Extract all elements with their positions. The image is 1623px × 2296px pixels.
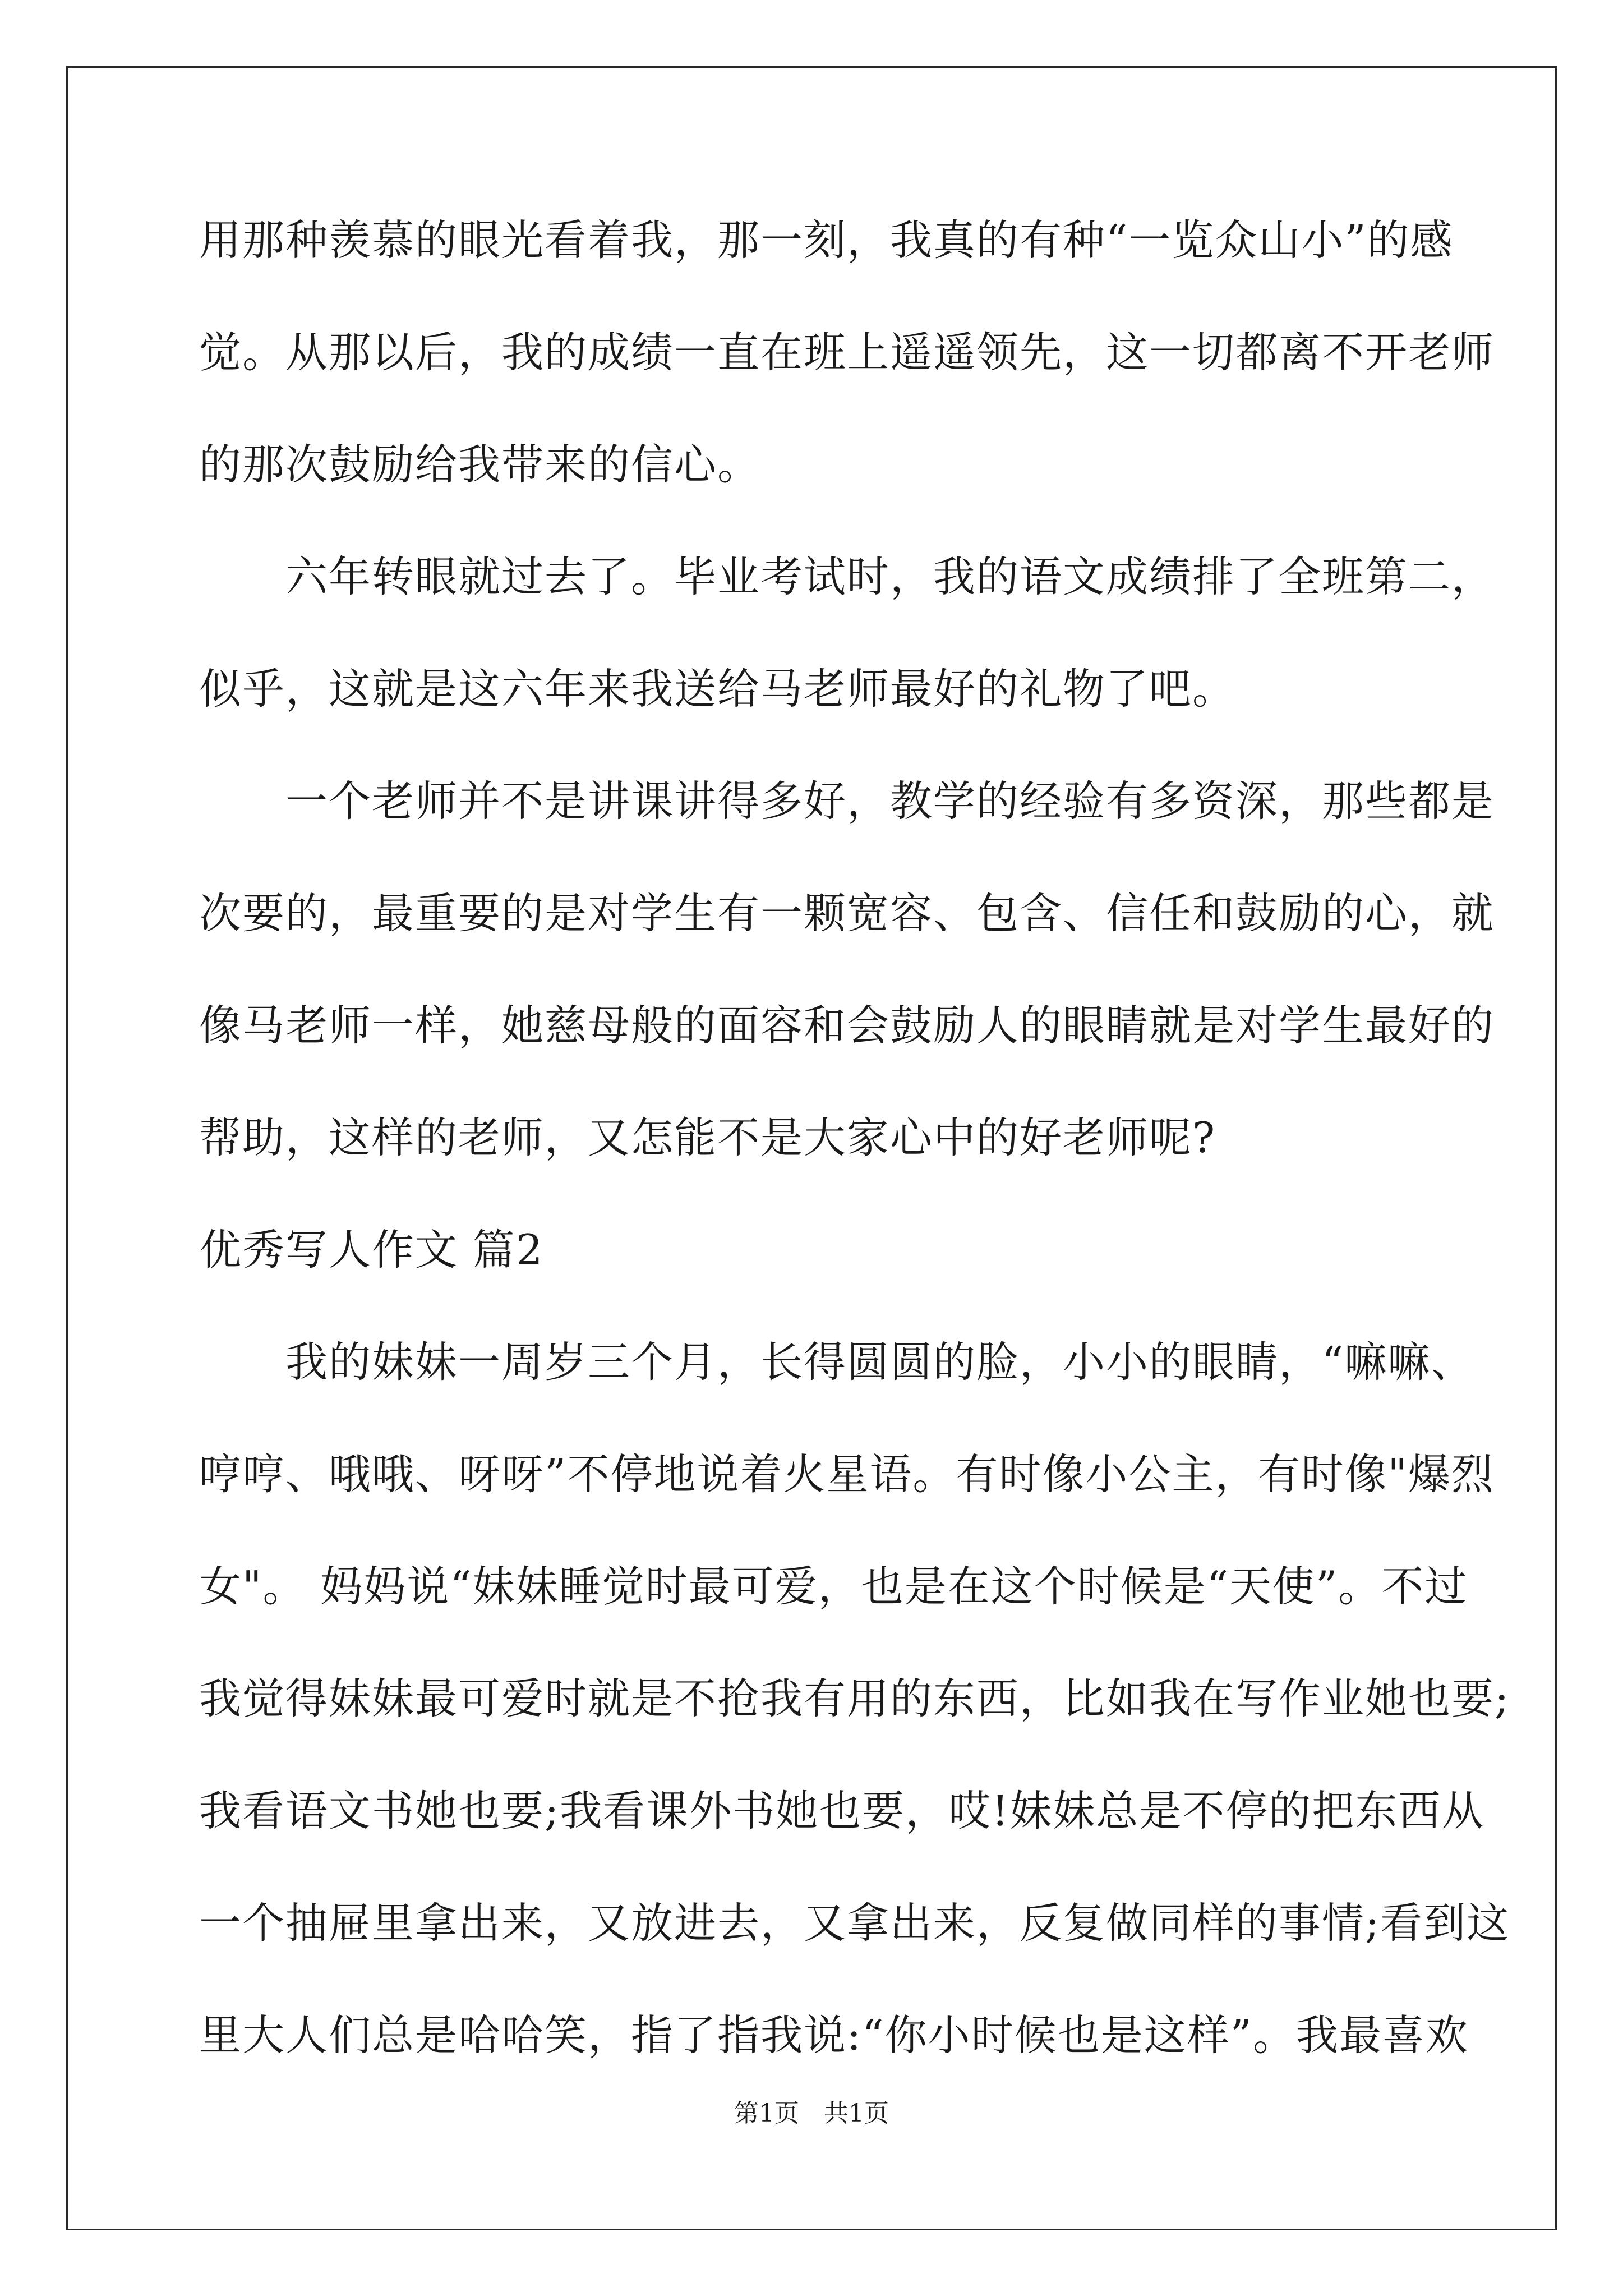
text-line: 次要的，最重要的是对学生有一颗宽容、包含、信任和鼓励的心，就	[199, 889, 1495, 938]
text-line: 一个老师并不是讲课讲得多好，教学的经验有多资深，那些都是	[199, 776, 1495, 826]
text-line: 哼哼、哦哦、呀呀”不停地说着火星语。有时像小公主，有时像"爆烈	[199, 1450, 1495, 1499]
text-line: 一个抽屉里拿出来，又放进去，又拿出来，反复做同样的事情;看到这	[199, 1898, 1510, 1948]
text-line: 我看语文书她也要;我看课外书她也要，哎!妹妹总是不停的把东西从	[199, 1786, 1485, 1835]
section-heading: 优秀写人作文 篇2	[199, 1225, 544, 1274]
text-line: 的那次鼓励给我带来的信心。	[199, 440, 761, 489]
text-line: 我的妹妹一周岁三个月，长得圆圆的脸，小小的眼睛，“嘛嘛、	[199, 1337, 1474, 1387]
text-line: 觉。从那以后，我的成绩一直在班上遥遥领先，这一切都离不开老师	[199, 328, 1495, 377]
text-line: 用那种羡慕的眼光看着我，那一刻，我真的有种“一览众山小”的感	[199, 215, 1454, 265]
text-line: 六年转眼就过去了。毕业考试时，我的语文成绩排了全班第二，	[199, 552, 1495, 601]
page-footer: 第1页 共1页	[734, 2099, 889, 2128]
text-line: 里大人们总是哈哈笑，指了指我说:“你小时候也是这样”。我最喜欢	[199, 2010, 1469, 2060]
text-line: 像马老师一样，她慈母般的面容和会鼓励人的眼睛就是对学生最好的	[199, 1001, 1495, 1050]
text-line: 帮助，这样的老师，又怎能不是大家心中的好老师呢?	[199, 1113, 1216, 1162]
text-line: 我觉得妹妹最可爱时就是不抢我有用的东西，比如我在写作业她也要;	[199, 1674, 1510, 1723]
text-line: 女"。 妈妈说“妹妹睡觉时最可爱，也是在这个时候是“天使”。不过	[199, 1562, 1468, 1611]
text-line: 似乎，这就是这六年来我送给马老师最好的礼物了吧。	[199, 664, 1236, 714]
